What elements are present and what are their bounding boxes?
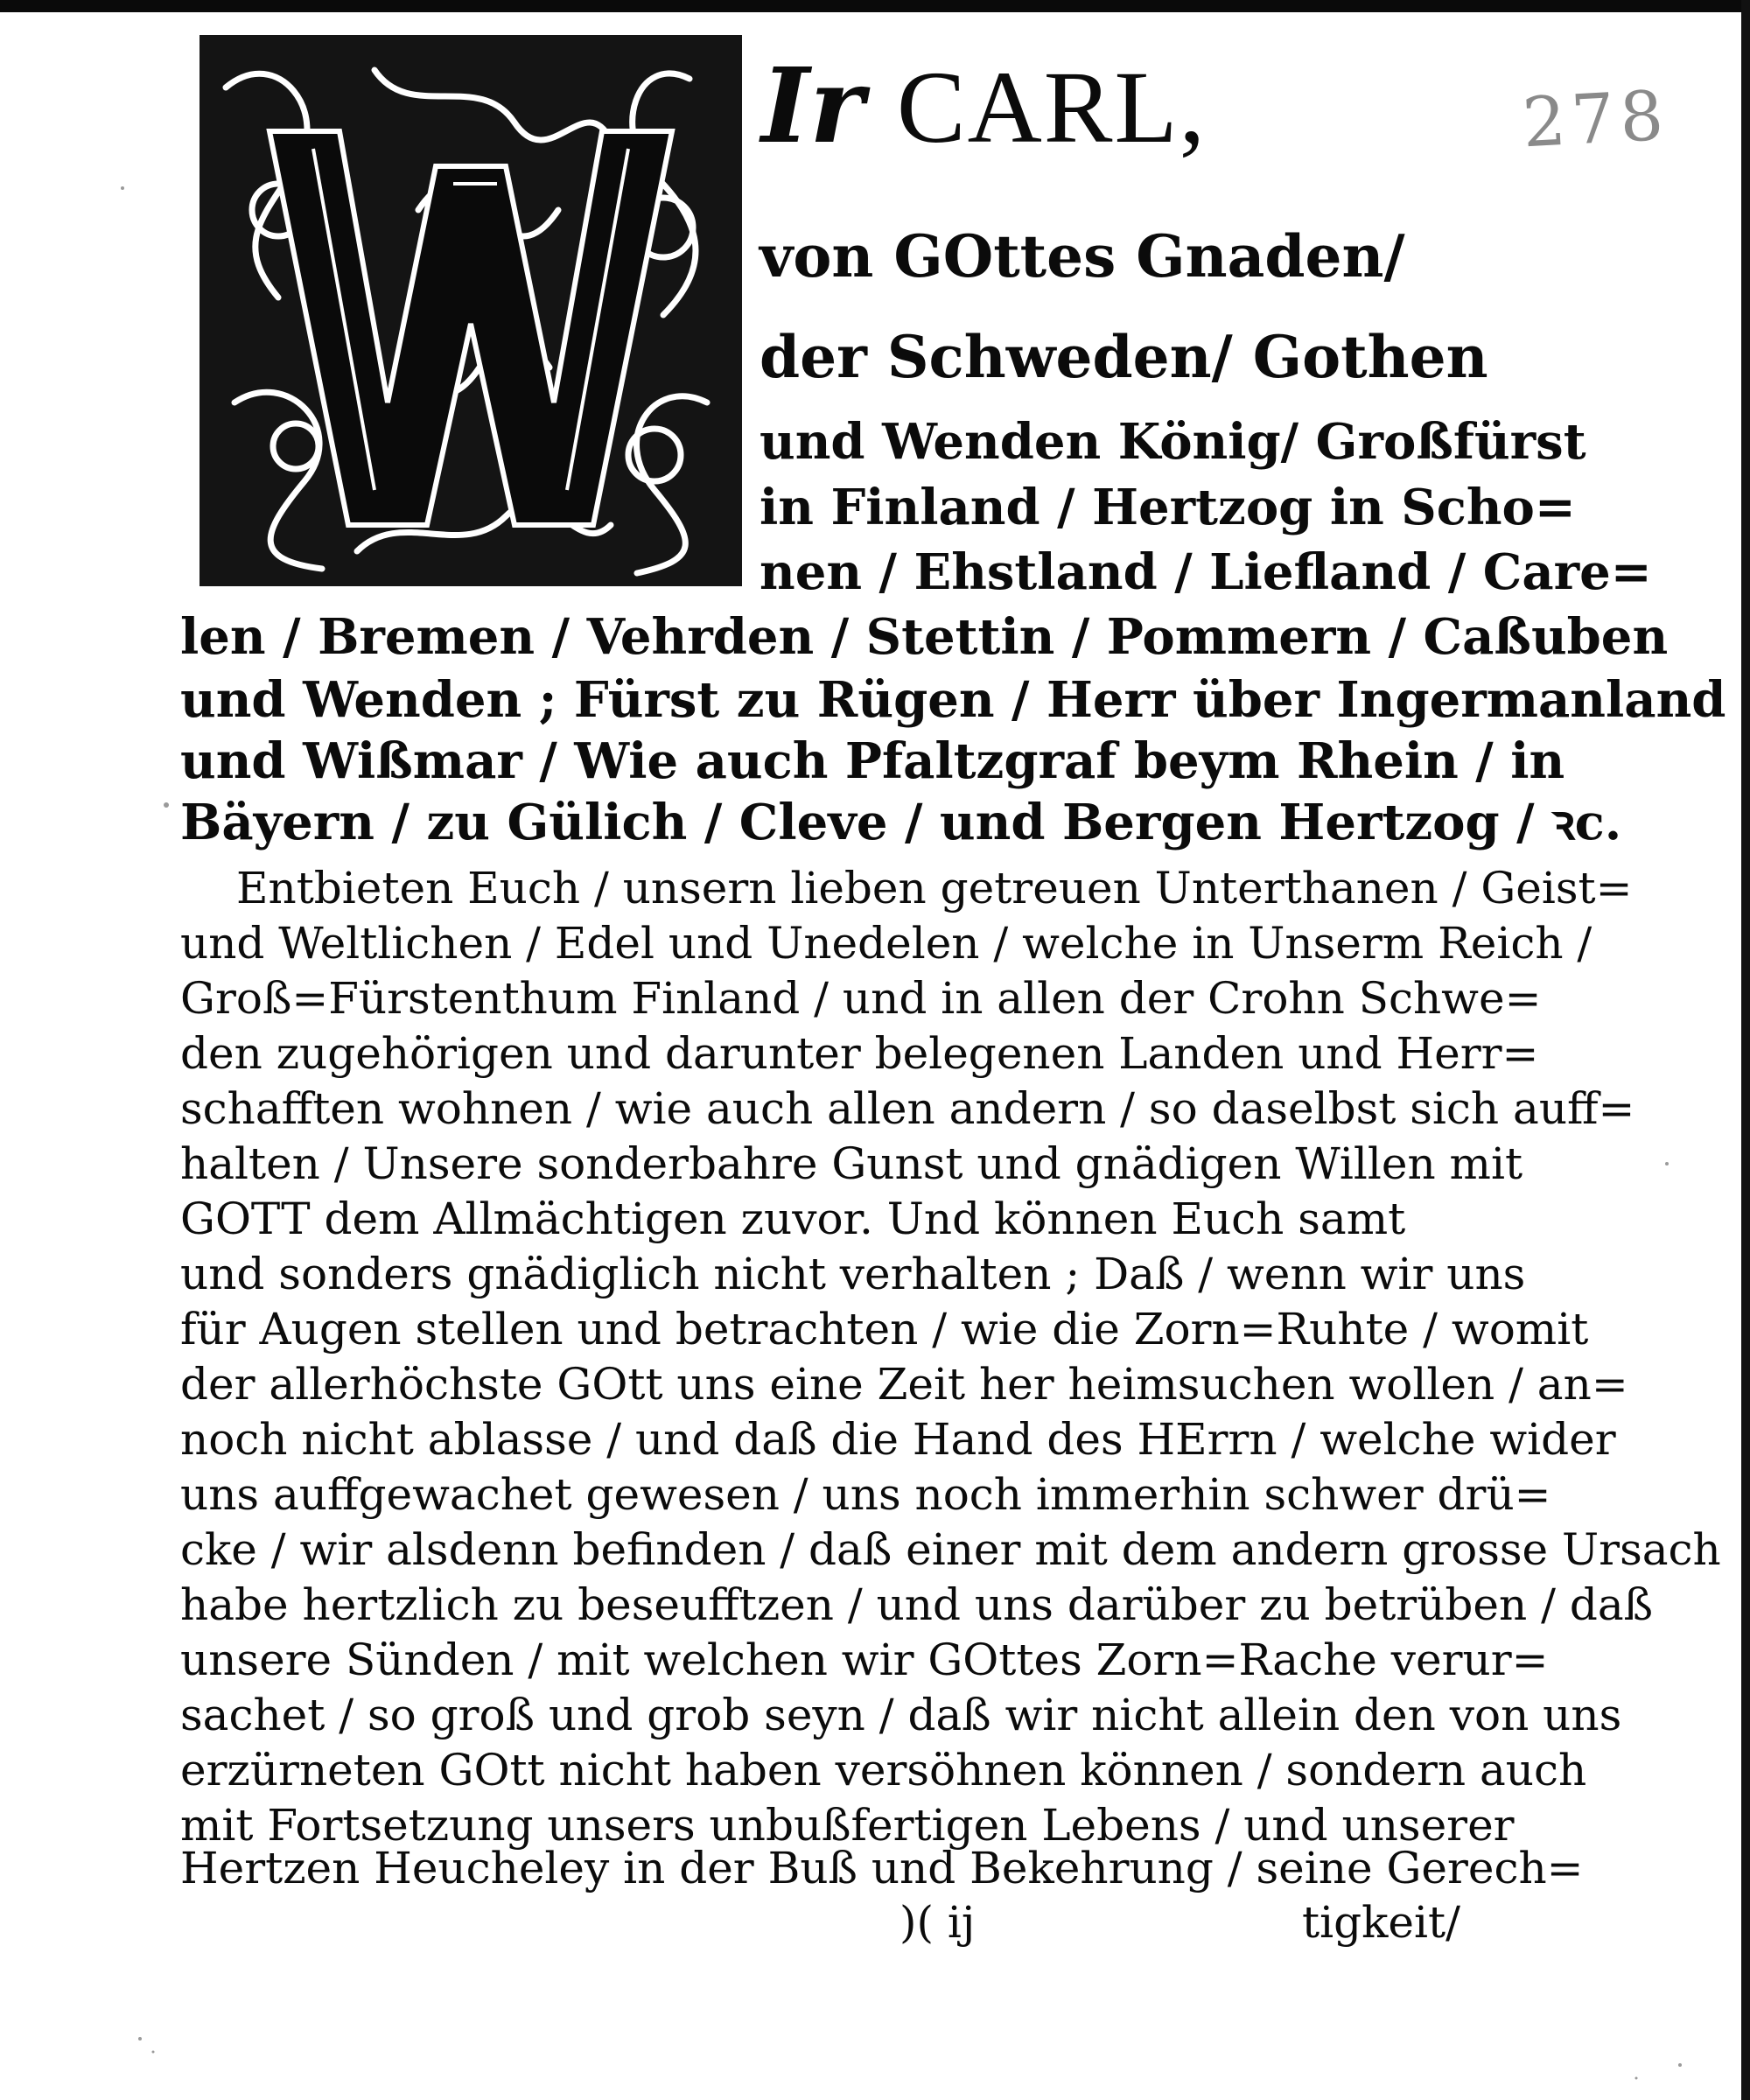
title-line: in Finland / Hertzog in Scho=: [760, 479, 1576, 536]
body-line: Groß=Fürstenthum Finland / und in allen der Crohn Schwe=: [180, 973, 1542, 1024]
decorated-initial-ornament: [200, 35, 742, 586]
page-number: 278: [1520, 76, 1671, 164]
body-line: uns auffgewachet gewesen / uns noch immerhin schwer drü=: [180, 1469, 1551, 1520]
body-line: und Weltlichen / Edel und Unedelen / welche in Unserm Reich /: [180, 918, 1592, 969]
body-line: der allerhöchste GOtt uns eine Zeit her heimsuchen wollen / an=: [180, 1359, 1628, 1410]
title-line: Bäyern / zu Gülich / Cleve / und Bergen Hertzog / ꝛc.: [180, 794, 1622, 851]
body-line: schafften wohnen / wie auch allen andern / so daselbst sich auff=: [180, 1083, 1635, 1134]
body-line: Hertzen Heucheley in der Buß und Bekehrung / seine Gerech=: [180, 1843, 1584, 1894]
body-line: den zugehörigen und darunter belegenen Landen und Herr=: [180, 1028, 1539, 1079]
title-line: und Wißmar / Wie auch Pfaltzgraf beym Rhein / in: [180, 732, 1565, 790]
body-line: mit Fortsetzung unsers unbußfertigen Lebens / und unserer: [180, 1800, 1515, 1851]
body-line: unsere Sünden / mit welchen wir GOttes Zorn=Rache verur=: [180, 1634, 1549, 1685]
proclamation-heading: [761, 45, 1208, 166]
body-line: GOTT dem Allmächtigen zuvor. Und können Euch samt: [180, 1194, 1406, 1244]
heading-initial-rest: Ir: [761, 45, 864, 166]
title-line: der Schweden/ Gothen: [760, 323, 1488, 391]
body-line: und sonders gnädiglich nicht verhalten ; Daß / wenn wir uns: [180, 1249, 1526, 1299]
body-line: erzürneten GOtt nicht haben versöhnen können / sondern auch: [180, 1745, 1587, 1796]
body-line: halten / Unsere sonderbahre Gunst und gnädigen Willen mit: [180, 1138, 1523, 1189]
body-line: cke / wir alsdenn befinden / daß einer mit dem andern grosse Ursach: [180, 1524, 1721, 1575]
title-line: und Wenden ; Fürst zu Rügen / Herr über Ingermanland: [180, 671, 1726, 729]
body-line: sachet / so groß und grob seyn / daß wir nicht allein den von uns: [180, 1690, 1622, 1740]
title-line: und Wenden König/ Großfürst: [760, 413, 1586, 471]
body-line: für Augen stellen und betrachten / wie die Zorn=Ruhte / womit: [180, 1304, 1589, 1354]
signature-mark: )( ij: [900, 1897, 976, 1948]
decorated-initial: [200, 35, 742, 586]
body-line: Entbieten Euch / unsern lieben getreuen Unterthanen / Geist=: [236, 863, 1633, 914]
title-line: von GOttes Gnaden/: [760, 222, 1405, 290]
heading-name: CARL,: [896, 50, 1208, 164]
scan-border-right: [1741, 0, 1750, 2100]
title-line: nen / Ehstland / Liefland / Care=: [760, 543, 1652, 601]
catchword: tigkeit/: [1302, 1897, 1460, 1948]
body-line: noch nicht ablasse / und daß die Hand des HErrn / welche wider: [180, 1414, 1616, 1465]
body-line: habe hertzlich zu beseufftzen / und uns darüber zu betrüben / daß: [180, 1579, 1654, 1630]
scan-border-top: [0, 0, 1750, 12]
title-line: len / Bremen / Vehrden / Stettin / Pommern / Caßuben: [180, 608, 1669, 666]
